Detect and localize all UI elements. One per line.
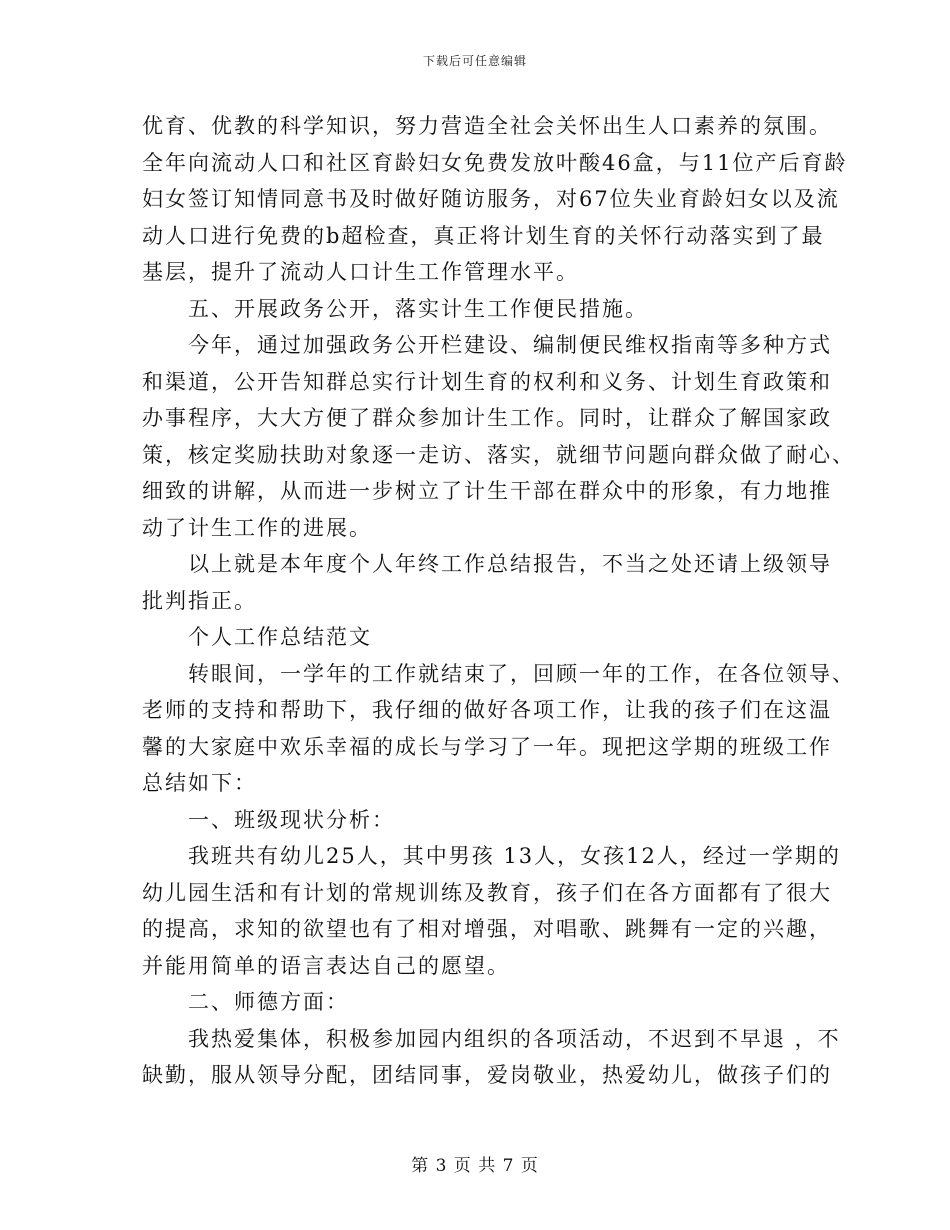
text-line: 缺勤，服从领导分配，团结同事，爱岗敬业，热爱幼儿，做孩子们的 <box>142 1063 832 1087</box>
text-line: 动人口进行免费的b超检查，真正将计划生育的关怀行动落实到了最 <box>142 223 825 248</box>
text-line: 细致的讲解，从而进一步树立了计生干部在群众中的形象，有力地推 <box>142 479 832 503</box>
text-line: 总结如下： <box>142 771 257 795</box>
text-line: 我班共有幼儿25人，其中男孩 13人，女孩12人，经过一学期的 <box>188 844 841 868</box>
text-line: 策，核定奖励扶助对象逐一走访、落实，就细节问题向群众做了耐心、 <box>142 442 855 467</box>
text-line: 并能用简单的语言表达自己的愿望。 <box>142 953 510 978</box>
text-line: 基层，提升了流动人口计生工作管理水平。 <box>142 260 579 284</box>
text-line: 批判指正。 <box>142 588 257 613</box>
text-line: 老师的支持和帮助下，我仔细的做好各项工作，让我的孩子们在这温 <box>142 698 832 722</box>
page-footer: 第 3 页 共 7 页 <box>411 1156 539 1176</box>
text-line: 转眼间，一学年的工作就结束了，回顾一年的工作，在各位领导、 <box>188 661 855 686</box>
text-line: 幼儿园生活和有计划的常规训练及教育，孩子们在各方面都有了很大 <box>142 880 832 905</box>
text-line: 全年向流动人口和社区育龄妇女免费发放叶酸46盒，与11位产后育龄 <box>142 150 848 175</box>
text-line: 和渠道，公开告知群总实行计划生育的权利和义务、计划生育政策和 <box>142 369 832 394</box>
text-line: 以上就是本年度个人年终工作总结报告，不当之处还请上级领导 <box>188 552 832 576</box>
text-line: 妇女签订知情同意书及时做好随访服务，对67位失业育龄妇女以及流 <box>142 187 840 211</box>
text-line: 的提高，求知的欲望也有了相对增强，对唱歌、跳舞有一定的兴趣， <box>142 917 832 941</box>
document-body <box>142 108 855 1094</box>
text-line: 动了计生工作的进展。 <box>142 515 372 540</box>
text-line: 二、师德方面： <box>188 990 349 1014</box>
text-line: 馨的大家庭中欢乐幸福的成长与学习了一年。现把这学期的班级工作 <box>142 734 832 759</box>
text-line: 办事程序，大大方便了群众参加计生工作。同时，让群众了解国家政 <box>142 406 832 430</box>
page-header: 下载后可任意编辑 <box>422 54 527 68</box>
text-line: 五、开展政务公开，落实计生工作便民措施。 <box>188 296 648 321</box>
text-line: 今年，通过加强政务公开栏建设、编制便民维权指南等多种方式 <box>188 333 832 357</box>
text-line: 我热爱集体，积极参加园内组织的各项活动，不迟到不早退 ，不 <box>188 1026 841 1051</box>
text-line: 一、班级现状分析： <box>188 807 395 832</box>
text-line: 优育、优教的科学知识，努力营造全社会关怀出生人口素养的氛围。 <box>142 114 832 138</box>
text-line: 个人工作总结范文 <box>188 625 372 649</box>
